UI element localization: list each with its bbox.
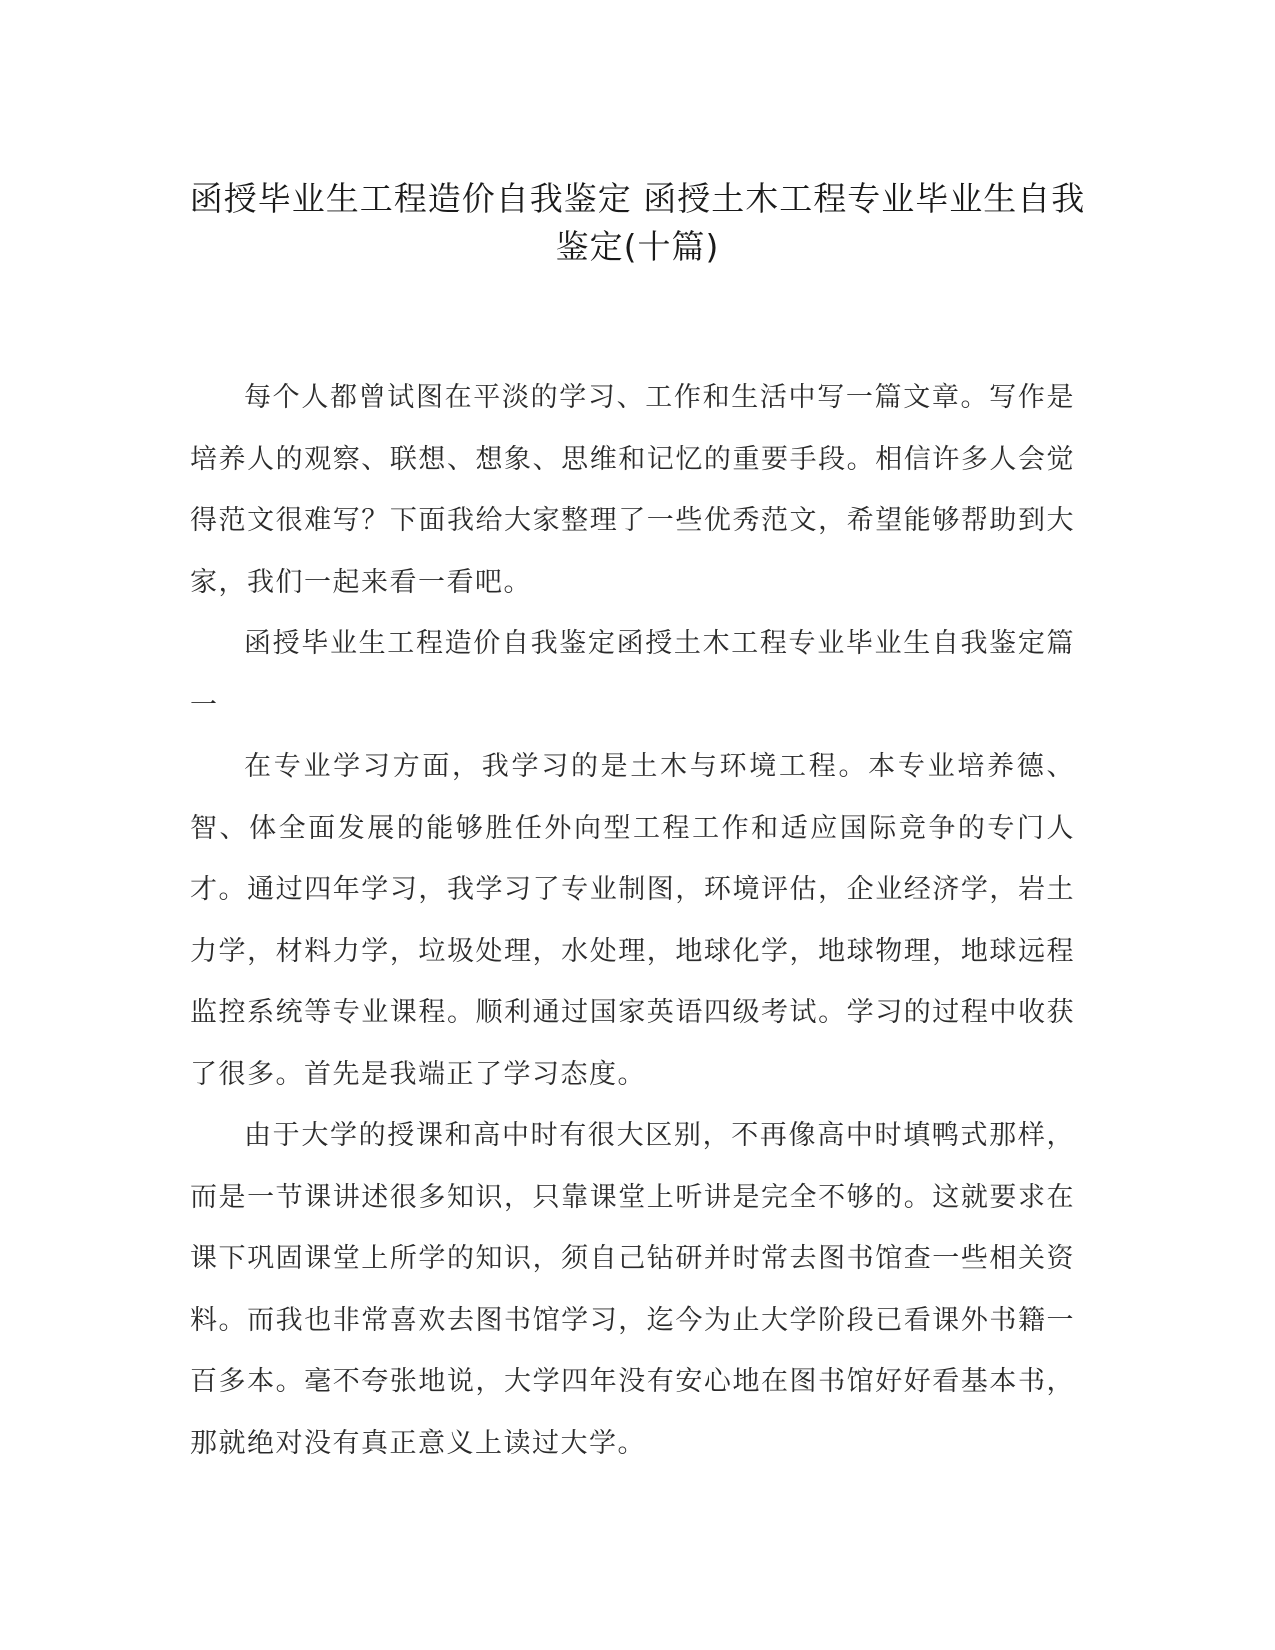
paragraph-section-heading: 函授毕业生工程造价自我鉴定函授土木工程专业毕业生自我鉴定篇一 <box>190 628 1075 721</box>
document-title: 函授毕业生工程造价自我鉴定 函授土木工程专业毕业生自我鉴定(十篇) <box>189 179 1086 266</box>
paragraph-library: 由于大学的授课和高中时有很大区别，不再像高中时填鸭式那样，而是一节课讲述很多知识，只靠课堂上听讲是完全不够的。这就要求在课下巩固课堂上所学的知识，须自己钻研并时常去图书馆查一些相关资料。而我也非常喜欢去图书馆学习，迄今为止大学阶段已看课外书籍一百多本。毫不夸张地说，大学四年没有安心地在图书馆好好看基本书，那就绝对没有真正意义上读过大学。 <box>190 1120 1075 1459</box>
document-body <box>190 367 1075 1474</box>
paragraph-intro: 每个人都曾试图在平淡的学习、工作和生活中写一篇文章。写作是培养人的观察、联想、想象、思维和记忆的重要手段。相信许多人会觉得范文很难写？下面我给大家整理了一些优秀范文，希望能够帮助到大家，我们一起来看一看吧。 <box>190 382 1075 598</box>
paragraph-study: 在专业学习方面，我学习的是土木与环境工程。本专业培养德、智、体全面发展的能够胜任外向型工程工作和适应国际竞争的专门人才。通过四年学习，我学习了专业制图，环境评估，企业经济学，岩土力学，材料力学，垃圾处理，水处理，地球化学，地球物理，地球远程监控系统等专业课程。顺利通过国家英语四级考试。学习的过程中收获了很多。首先是我端正了学习态度。 <box>190 751 1075 1090</box>
